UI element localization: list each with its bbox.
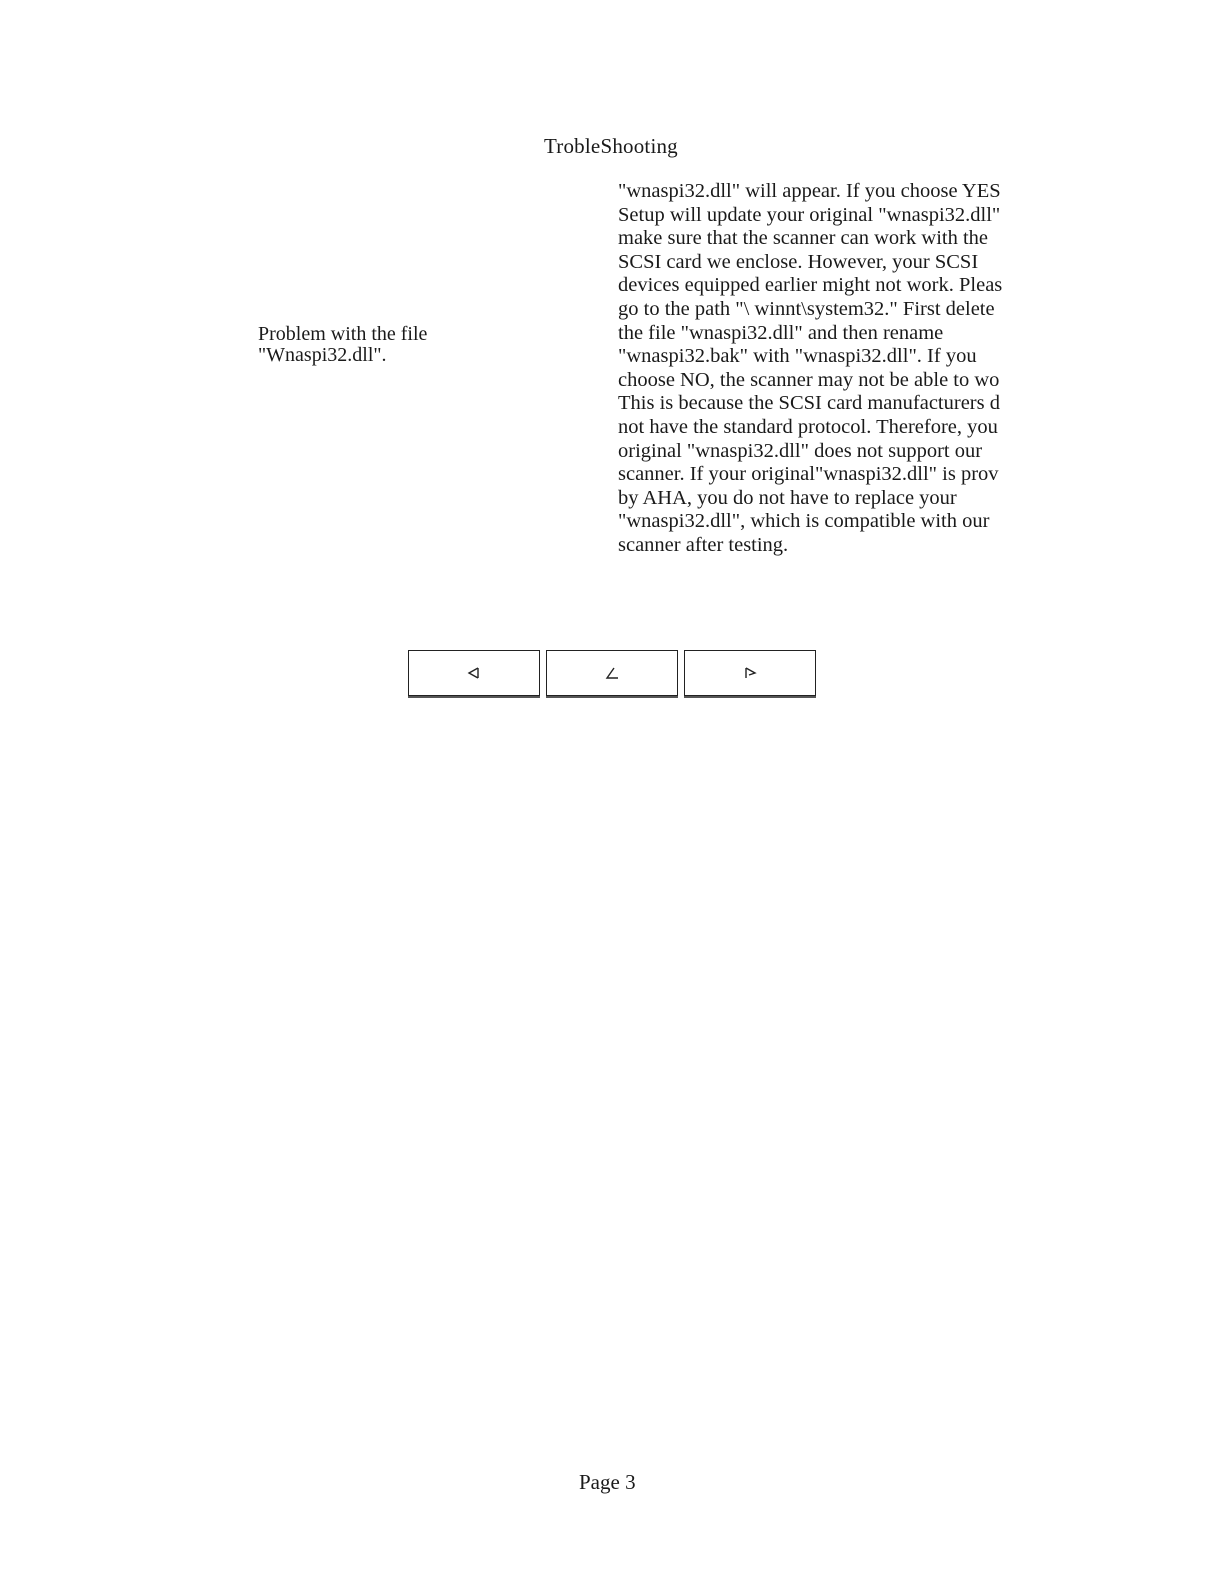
body-line: go to the path "\ winnt\system32." First delete (618, 297, 995, 320)
body-line: by AHA, you do not have to replace your (618, 486, 957, 509)
next-button[interactable] (684, 650, 816, 696)
problem-label-line-2: "Wnaspi32.dll". (258, 344, 387, 366)
body-line: Setup will update your original "wnaspi32.dll" (618, 203, 1001, 226)
page-title: TrobleShooting (544, 134, 678, 158)
body-line: scanner. If your original"wnaspi32.dll" is prov (618, 463, 999, 486)
previous-button[interactable] (408, 650, 540, 696)
body-line: the file "wnaspi32.dll" and then rename (618, 321, 944, 344)
home-triangle-icon (604, 665, 620, 681)
body-line: choose NO, the scanner may not be able to wo (618, 368, 1000, 391)
body-line: make sure that the scanner can work with the (618, 227, 989, 250)
body-line: original "wnaspi32.dll" does not support our (618, 439, 983, 462)
body-line: not have the standard protocol. Therefore, you (618, 415, 998, 438)
body-line: "wnaspi32.dll" will appear. If you choose YES (618, 180, 1001, 202)
forward-triangle-icon (742, 665, 758, 681)
body-line: "wnaspi32.dll", which is compatible with our (618, 510, 990, 533)
back-triangle-icon (466, 665, 482, 681)
body-line: scanner after testing. (618, 533, 789, 556)
body-line: This is because the SCSI card manufacturers d (618, 392, 1000, 415)
body-line: "wnaspi32.bak" with "wnaspi32.dll". If you (618, 345, 977, 368)
troubleshooting-body (618, 180, 1048, 558)
body-line: SCSI card we enclose. However, your SCSI (618, 250, 979, 273)
page-number: Page 3 (579, 1470, 636, 1494)
problem-label-line-1: Problem with the file (258, 323, 428, 345)
home-button[interactable] (546, 650, 678, 696)
problem-label (258, 324, 427, 366)
body-line: devices equipped earlier might not work. Pleas (618, 274, 1003, 297)
